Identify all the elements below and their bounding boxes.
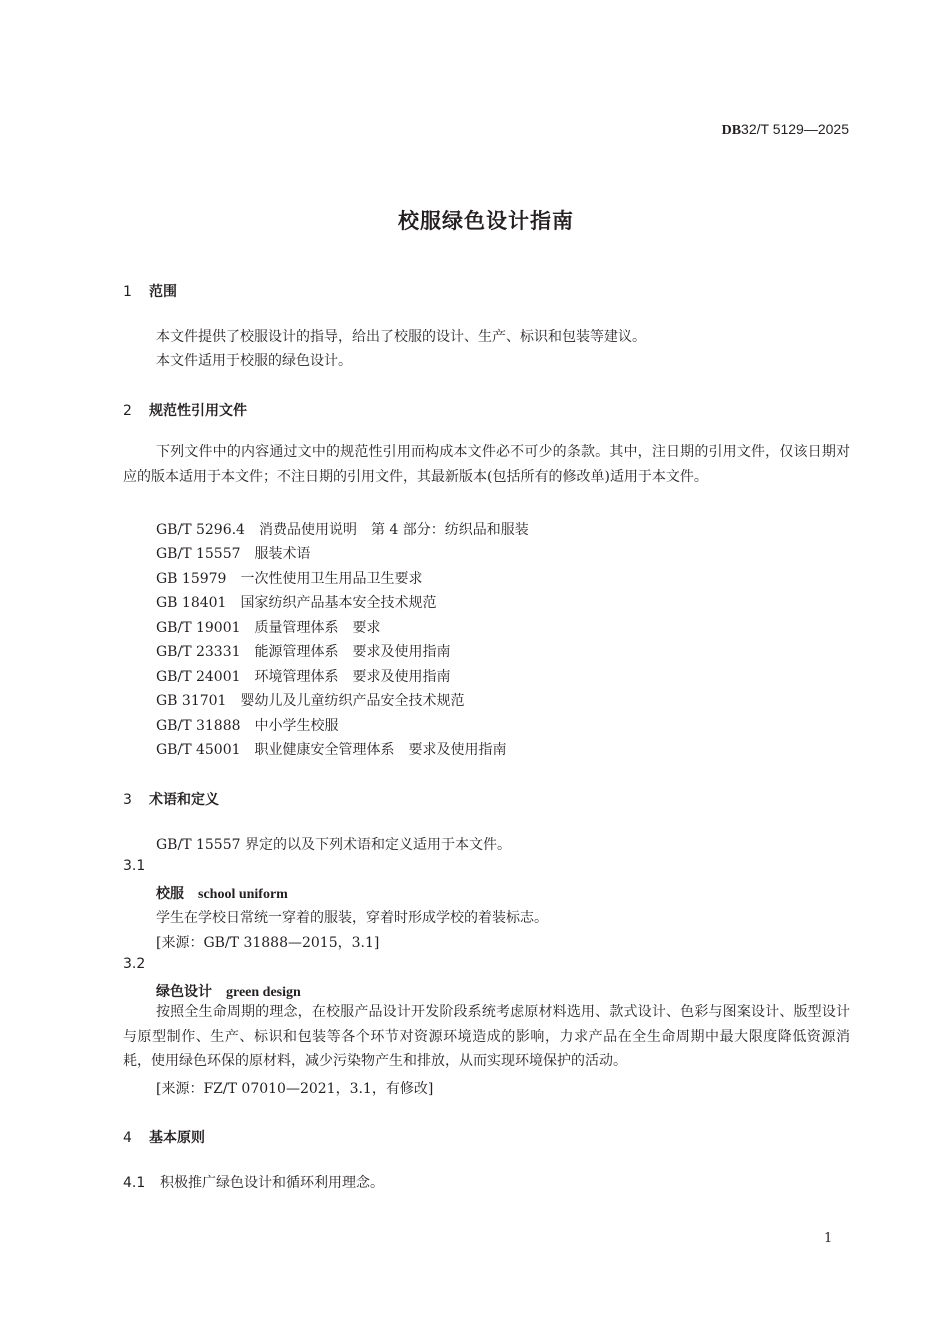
reference-item: GB 18401 国家纺织产品基本安全技术规范 (156, 595, 437, 611)
page-number: 1 (824, 1231, 833, 1246)
term-3-2-source: [来源：FZ/T 07010—2021，3.1，有修改] (156, 1081, 434, 1097)
reference-item: GB/T 15557 服装术语 (156, 546, 311, 562)
section-3-intro: GB/T 15557 界定的以及下列术语和定义适用于本文件。 (156, 837, 511, 853)
document-title: 校服绿色设计指南 (398, 209, 574, 233)
term-3-2-title: 绿色设计 green design (156, 984, 301, 1000)
term-3-1-number: 3.1 (123, 858, 146, 874)
reference-item: GB/T 24001 环境管理体系 要求及使用指南 (156, 669, 451, 685)
reference-item: GB 15979 一次性使用卫生用品卫生要求 (156, 571, 423, 587)
reference-item: GB/T 5296.4 消费品使用说明 第 4 部分：纺织品和服装 (156, 522, 529, 538)
section-3-heading: 3 术语和定义 (123, 792, 219, 808)
term-3-1-source: [来源：GB/T 31888—2015，3.1] (156, 935, 380, 951)
section-1-para-2: 本文件适用于校服的绿色设计。 (156, 353, 352, 369)
reference-item: GB/T 31888 中小学生校服 (156, 718, 339, 734)
term-3-1-title: 校服 school uniform (156, 886, 288, 902)
term-3-1-definition: 学生在学校日常统一穿着的服装，穿着时形成学校的着装标志。 (156, 910, 548, 926)
section-1-heading: 1 范围 (123, 284, 177, 300)
reference-item: GB/T 19001 质量管理体系 要求 (156, 620, 381, 636)
section-1-para-1: 本文件提供了校服设计的指导，给出了校服的设计、生产、标识和包装等建议。 (156, 329, 646, 345)
section-2-heading: 2 规范性引用文件 (123, 403, 247, 419)
section-4-heading: 4 基本原则 (123, 1130, 205, 1146)
reference-item: GB 31701 婴幼儿及儿童纺织产品安全技术规范 (156, 693, 465, 709)
reference-item: GB/T 45001 职业健康安全管理体系 要求及使用指南 (156, 742, 507, 758)
standard-number: DB32/T 5129—2025 (721, 121, 849, 138)
section-2-intro: 下列文件中的内容通过文中的规范性引用而构成本文件必不可少的条款。其中，注日期的引用文件，仅该日期对应的版本适用于本文件；不注日期的引用文件，其最新版本(包括所有的修改单)适用于本文件。 (123, 444, 850, 485)
clause-4-1: 4.1 积极推广绿色设计和循环利用理念。 (123, 1175, 384, 1191)
term-3-2-definition: 按照全生命周期的理念，在校服产品设计开发阶段系统考虑原材料选用、款式设计、色彩与图案设计、版型设计与原型制作、生产、标识和包装等各个环节对资源环境造成的影响，力求产品在全生命周期中最大限度降低资源消耗，使用绿色环保的原材料，减少污染物产生和排放，从而实现环境保护的活动。 (123, 1004, 850, 1069)
term-3-2-number: 3.2 (123, 956, 146, 972)
reference-item: GB/T 23331 能源管理体系 要求及使用指南 (156, 644, 451, 660)
